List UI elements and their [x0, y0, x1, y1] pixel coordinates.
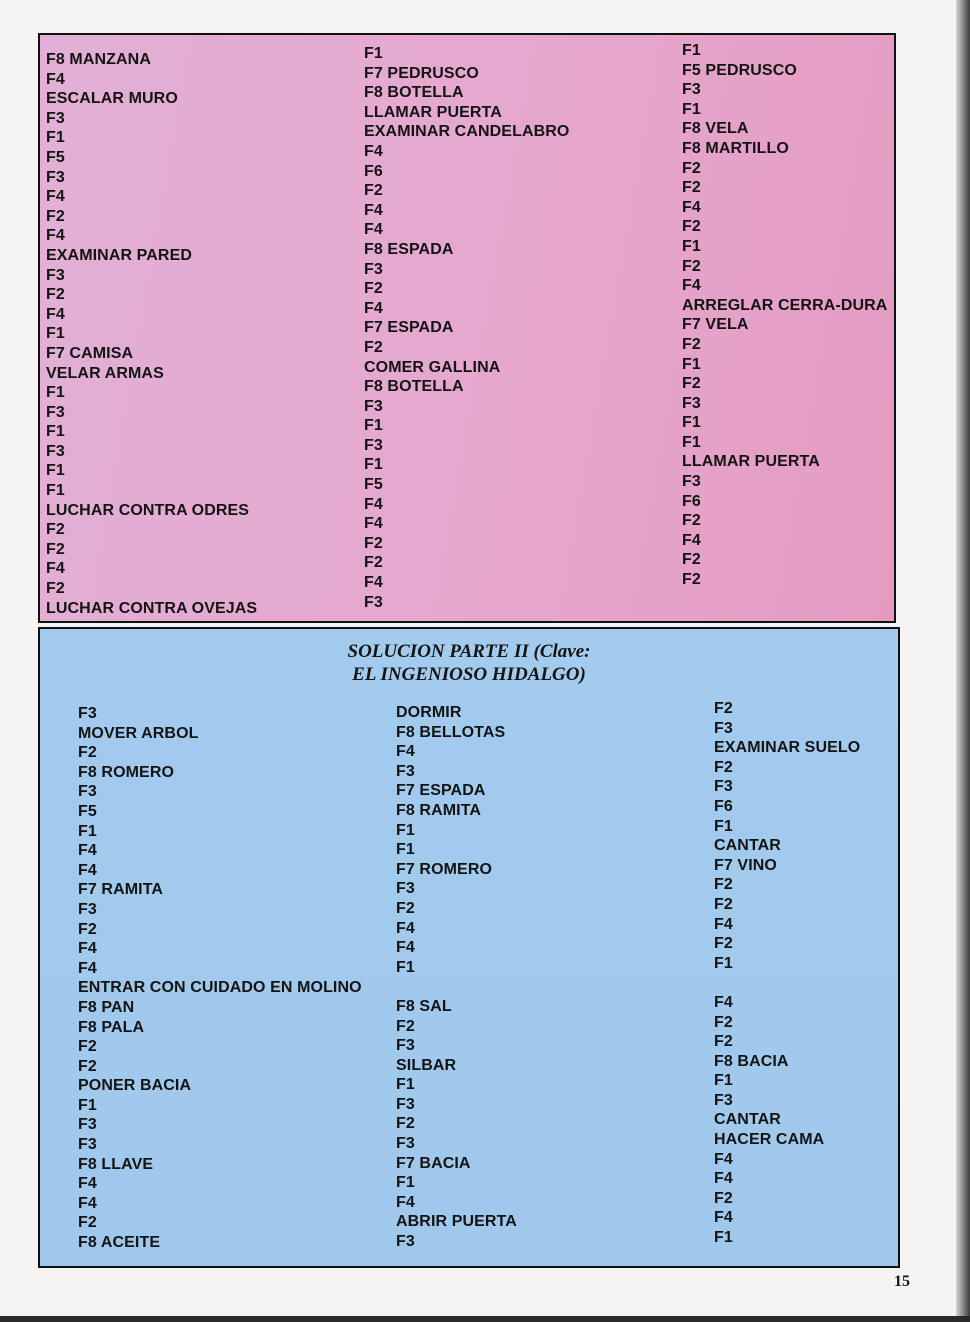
instruction-item: F8 ESPADA: [364, 240, 454, 258]
instruction-item: F1: [714, 954, 733, 972]
instruction-item: F3: [714, 719, 733, 737]
instruction-item: F4: [364, 574, 383, 592]
instruction-item: F3: [78, 1136, 97, 1154]
instruction-item: F3: [78, 1116, 97, 1134]
instruction-item: F4: [78, 940, 97, 958]
instruction-item: F3: [364, 436, 383, 454]
instruction-item: F3: [682, 81, 701, 99]
instruction-item: F4: [364, 495, 383, 513]
instruction-item: F2: [682, 375, 701, 393]
instruction-item: F2: [46, 521, 65, 539]
instruction-item: F3: [714, 778, 733, 796]
instruction-item: CANTAR: [714, 1111, 781, 1129]
instruction-item: F1: [364, 456, 383, 474]
instruction-item: F3: [46, 403, 65, 421]
instruction-item: F2: [46, 286, 65, 304]
instruction-item: F2: [714, 700, 733, 717]
instruction-item: F7 VINO: [714, 856, 777, 874]
instruction-item: F8 RAMITA: [396, 801, 482, 819]
instruction-item: F2: [682, 335, 701, 353]
instruction-item: F3: [396, 1037, 415, 1055]
instruction-item: F3: [46, 109, 65, 127]
page-edge-shadow: [956, 0, 970, 1322]
instruction-item: F2: [78, 920, 97, 938]
instruction-item: F4: [364, 299, 383, 317]
instruction-item: F2: [78, 1038, 97, 1056]
instruction-item: F2: [78, 1057, 97, 1075]
instruction-item: F5: [364, 476, 383, 494]
instruction-item: F3: [396, 1095, 415, 1113]
instruction-item: F8 VELA: [682, 120, 749, 138]
instruction-item: F1: [78, 822, 97, 840]
instruction-item: F7 RAMITA: [78, 881, 164, 899]
page-bottom-edge: [0, 1316, 970, 1322]
instruction-item: F4: [78, 861, 97, 879]
instruction-item: F1: [682, 100, 701, 118]
instruction-item: F5: [78, 802, 97, 820]
instruction-item: F2: [682, 218, 701, 236]
instruction-item: F7 ESPADA: [364, 319, 454, 337]
part1-column-3: [682, 41, 887, 590]
instruction-item: F3: [714, 1091, 733, 1109]
instruction-item: F4: [78, 842, 97, 860]
instruction-item: F2: [682, 159, 701, 177]
instruction-item: F8 BELLOTAS: [396, 723, 506, 741]
part2-column-1: [78, 704, 362, 1253]
part2-title: [40, 640, 898, 686]
instruction-item: LLAMAR PUERTA: [364, 103, 502, 121]
instruction-item: F1: [46, 423, 65, 441]
instruction-item: F4: [364, 201, 383, 219]
instruction-item: F8 SAL: [396, 997, 452, 1015]
instruction-item: F8 ROMERO: [78, 763, 175, 781]
instruction-item: F7 ESPADA: [396, 782, 486, 800]
instruction-item: F2: [78, 744, 97, 762]
instruction-item: F2: [364, 534, 383, 552]
instruction-item: [396, 977, 517, 997]
instruction-item: F2: [714, 758, 733, 776]
instruction-item: F4: [46, 305, 65, 323]
instruction-item: F3: [396, 880, 415, 898]
instruction-item: LLAMAR PUERTA: [682, 453, 820, 471]
instruction-item: F1: [46, 462, 65, 480]
instruction-item: ARREGLAR CERRA-DURA: [682, 296, 888, 314]
instruction-item: F8 ACEITE: [78, 1234, 161, 1252]
instruction-item: F5: [46, 148, 65, 166]
instruction-item: F1: [682, 433, 701, 451]
instruction-item: CANTAR: [714, 837, 781, 855]
instruction-item: F4: [46, 560, 65, 578]
instruction-item: F3: [46, 168, 65, 186]
instruction-item: VELAR ARMAS: [46, 364, 164, 382]
instruction-item: LUCHAR CONTRA OVEJAS: [46, 599, 258, 617]
instruction-item: ESCALAR MURO: [46, 90, 178, 108]
instruction-item: F4: [396, 743, 415, 761]
instruction-item: F1: [396, 1076, 415, 1094]
instruction-item: DORMIR: [396, 704, 462, 721]
solution-part2-panel: [38, 627, 900, 1268]
instruction-item: F3: [46, 266, 65, 284]
instruction-item: F2: [364, 338, 383, 356]
instruction-item: F4: [78, 1175, 97, 1193]
instruction-item: F1: [714, 1229, 733, 1247]
instruction-item: F8 BOTELLA: [364, 84, 464, 102]
instruction-item: COMER GALLINA: [364, 358, 501, 376]
instruction-item: F1: [396, 1174, 415, 1192]
instruction-item: F1: [714, 1072, 733, 1090]
instruction-item: F2: [682, 551, 701, 569]
instruction-item: F4: [46, 188, 65, 206]
instruction-item: PONER BACIA: [78, 1077, 192, 1095]
instruction-item: F2: [682, 512, 701, 530]
instruction-item: F3: [364, 593, 383, 611]
instruction-item: F3: [364, 397, 383, 415]
instruction-item: F4: [364, 221, 383, 239]
instruction-item: F2: [46, 580, 65, 598]
part2-column-2: [396, 703, 517, 1252]
instruction-item: F1: [396, 821, 415, 839]
instruction-item: F2: [714, 895, 733, 913]
instruction-item: ABRIR PUERTA: [396, 1213, 517, 1231]
instruction-item: F2: [714, 876, 733, 894]
instruction-item: F7 VELA: [682, 316, 749, 334]
instruction-item: F2: [396, 1017, 415, 1035]
instruction-item: F3: [78, 783, 97, 801]
page-number: 15: [894, 1273, 910, 1290]
part2-column-3: [714, 699, 860, 1248]
instruction-item: F4: [396, 1193, 415, 1211]
instruction-item: F5 PEDRUSCO: [682, 61, 797, 79]
instruction-item: F1: [364, 417, 383, 435]
instruction-item: F8 PALA: [78, 1018, 145, 1036]
instruction-item: F4: [682, 531, 701, 549]
instruction-item: F4: [396, 919, 415, 937]
instruction-item: F1: [46, 325, 65, 343]
instruction-item: F2: [682, 571, 701, 589]
instruction-item: F6: [682, 492, 701, 510]
instruction-item: F2: [714, 935, 733, 953]
instruction-item: F2: [46, 207, 65, 225]
instruction-item: F4: [46, 227, 65, 245]
instruction-item: F6: [364, 162, 383, 180]
solution-part1-panel: [38, 33, 896, 623]
instruction-item: F1: [682, 355, 701, 373]
instruction-item: F2: [364, 182, 383, 200]
instruction-item: F4: [78, 1194, 97, 1212]
instruction-item: F2: [364, 280, 383, 298]
instruction-item: F2: [46, 540, 65, 558]
instruction-item: F2: [714, 1013, 733, 1031]
part1-column-2: [364, 44, 569, 612]
instruction-item: F1: [682, 237, 701, 255]
instruction-item: F1: [682, 42, 701, 59]
instruction-item: F2: [682, 257, 701, 275]
instruction-item: F1: [396, 958, 415, 976]
instruction-item: F8 BACIA: [714, 1052, 789, 1070]
instruction-item: F4: [682, 198, 701, 216]
instruction-item: F2: [682, 179, 701, 197]
instruction-item: F2: [714, 1189, 733, 1207]
instruction-item: F6: [714, 797, 733, 815]
instruction-item: EXAMINAR SUELO: [714, 739, 861, 757]
instruction-item: F4: [78, 959, 97, 977]
instruction-item: SILBAR: [396, 1056, 457, 1074]
instruction-item: F4: [714, 1150, 733, 1168]
instruction-item: F7 CAMISA: [46, 344, 134, 362]
instruction-item: F4: [364, 142, 383, 160]
instruction-item: F4: [714, 1209, 733, 1227]
instruction-item: EXAMINAR PARED: [46, 246, 193, 264]
instruction-item: F7 PEDRUSCO: [364, 64, 479, 82]
instruction-item: F1: [396, 841, 415, 859]
instruction-item: F8 LLAVE: [78, 1155, 154, 1173]
instruction-item: F4: [714, 1170, 733, 1188]
instruction-item: MOVER ARBOL: [78, 724, 199, 742]
instruction-item: F3: [396, 1135, 415, 1153]
instruction-item: F3: [396, 762, 415, 780]
instruction-item: F8 MANZANA: [46, 51, 151, 68]
instruction-item: F3: [682, 473, 701, 491]
instruction-item: F4: [714, 915, 733, 933]
instruction-item: ENTRAR CON CUIDADO EN MOLINO: [78, 979, 362, 997]
instruction-item: F3: [396, 1233, 415, 1251]
instruction-item: LUCHAR CONTRA ODRES: [46, 501, 250, 519]
instruction-item: F8 MARTILLO: [682, 139, 789, 157]
instruction-item: F7 ROMERO: [396, 860, 493, 878]
instruction-item: F1: [46, 129, 65, 147]
instruction-item: F4: [364, 515, 383, 533]
instruction-item: F8 PAN: [78, 998, 135, 1016]
part1-column-1: [46, 50, 257, 618]
instruction-item: F1: [364, 45, 383, 62]
instruction-item: F1: [682, 414, 701, 432]
instruction-item: F1: [714, 817, 733, 835]
instruction-item: F1: [78, 1096, 97, 1114]
instruction-item: F3: [46, 442, 65, 460]
instruction-item: F2: [364, 554, 383, 572]
instruction-item: F2: [396, 899, 415, 917]
part2-title-line2: EL INGENIOSO HIDALGO): [352, 664, 586, 685]
instruction-item: HACER CAMA: [714, 1131, 825, 1149]
instruction-item: F4: [714, 993, 733, 1011]
instruction-item: EXAMINAR CANDELABRO: [364, 123, 570, 141]
instruction-item: F1: [46, 482, 65, 500]
instruction-item: F3: [682, 394, 701, 412]
instruction-item: F2: [396, 1115, 415, 1133]
instruction-item: F2: [714, 1033, 733, 1051]
instruction-item: [714, 973, 860, 993]
instruction-item: F3: [78, 900, 97, 918]
instruction-item: F4: [682, 277, 701, 295]
instruction-item: F2: [78, 1214, 97, 1232]
instruction-item: F7 BACIA: [396, 1154, 471, 1172]
part2-title-line1: SOLUCION PARTE II (Clave:: [347, 641, 591, 662]
instruction-item: F3: [364, 260, 383, 278]
instruction-item: F8 BOTELLA: [364, 378, 464, 396]
instruction-item: F1: [46, 384, 65, 402]
instruction-item: F4: [396, 939, 415, 957]
instruction-item: F4: [46, 70, 65, 88]
instruction-item: F3: [78, 705, 97, 722]
